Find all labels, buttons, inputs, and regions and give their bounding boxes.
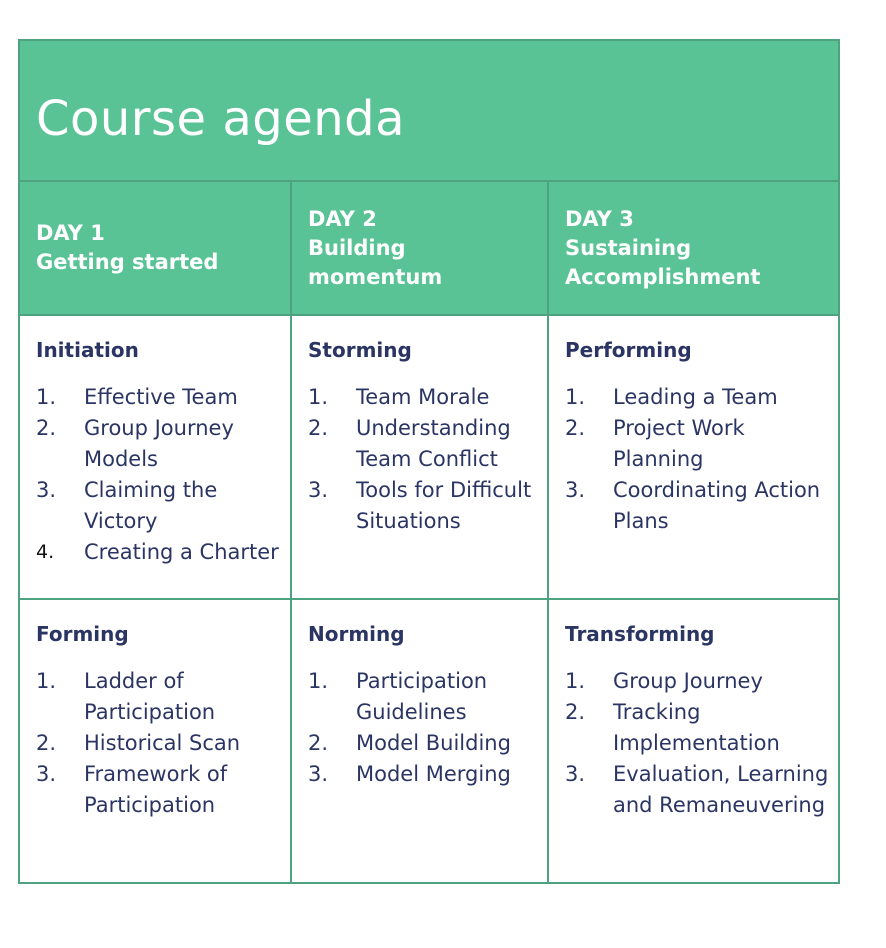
topic-list	[549, 382, 838, 537]
title-banner	[19, 40, 839, 181]
item-number: 4.	[36, 541, 55, 563]
session-cell-forming	[19, 599, 291, 883]
item-label: Leading a Team	[613, 385, 778, 409]
list-item	[565, 382, 830, 413]
section-title: Initiation	[36, 338, 139, 362]
day-3-header	[548, 181, 839, 315]
list-item	[565, 666, 830, 697]
item-label: Historical Scan	[84, 731, 241, 755]
list-item	[565, 759, 830, 821]
item-number: 3.	[36, 478, 57, 502]
list-item	[36, 666, 282, 728]
item-label: Tools for Difficult Situations	[356, 478, 532, 533]
day-1-header	[19, 181, 291, 315]
item-number: 1.	[308, 669, 329, 693]
item-number: 3.	[565, 478, 586, 502]
list-item	[36, 475, 282, 537]
list-item	[308, 728, 539, 759]
page-title: Course agenda	[36, 91, 406, 147]
item-label: Tracking Implementation	[613, 700, 780, 755]
list-item	[308, 413, 539, 475]
list-item	[36, 728, 282, 759]
day-2-label: DAY 2	[308, 206, 377, 231]
day-3-label: DAY 3	[565, 206, 634, 231]
item-label: Model Merging	[356, 762, 511, 786]
item-label: Evaluation, Learning and Remaneuvering	[613, 762, 829, 817]
item-number: 1.	[36, 669, 57, 693]
section-title: Norming	[308, 622, 405, 646]
section-title: Forming	[36, 622, 129, 646]
session-cell-storming	[291, 315, 548, 599]
topic-list	[549, 666, 838, 821]
section-title: Performing	[565, 338, 692, 362]
session-cell-initiation	[19, 315, 291, 599]
list-item	[36, 537, 282, 568]
item-label: Group Journey Models	[84, 416, 234, 471]
list-item	[565, 475, 830, 537]
item-number: 3.	[36, 762, 57, 786]
day-3-theme: Sustaining Accomplishment	[565, 235, 761, 289]
list-item	[308, 759, 539, 790]
item-label: Group Journey	[613, 669, 763, 693]
session-row-2	[19, 599, 839, 883]
item-label: Participation Guidelines	[356, 669, 488, 724]
day-2-header	[291, 181, 548, 315]
item-label: Project Work Planning	[613, 416, 745, 471]
item-number: 2.	[308, 416, 329, 440]
item-label: Team Morale	[356, 385, 490, 409]
day-header-row	[19, 181, 839, 315]
list-item	[36, 382, 282, 413]
day-2-theme: Building momentum	[308, 235, 443, 289]
topic-list	[20, 666, 290, 821]
day-1-theme: Getting started	[36, 250, 219, 274]
item-label: Understanding Team Conflict	[356, 416, 511, 471]
item-number: 1.	[36, 385, 57, 409]
topic-list	[20, 382, 290, 568]
item-number: 2.	[308, 731, 329, 755]
list-item	[36, 759, 282, 821]
list-item	[36, 413, 282, 475]
item-label: Claiming the Victory	[84, 478, 218, 533]
item-label: Effective Team	[84, 385, 238, 409]
item-number: 2.	[36, 731, 57, 755]
item-label: Creating a Charter	[84, 540, 279, 564]
section-title: Transforming	[565, 622, 715, 646]
item-number: 1.	[565, 385, 586, 409]
item-label: Framework of Participation	[84, 762, 228, 817]
list-item	[308, 382, 539, 413]
item-label: Model Building	[356, 731, 511, 755]
item-label: Ladder of Participation	[84, 669, 216, 724]
list-item	[565, 697, 830, 759]
item-number: 2.	[565, 700, 586, 724]
session-row-1	[19, 315, 839, 599]
list-item	[308, 475, 539, 537]
list-item	[565, 413, 830, 475]
list-item	[308, 666, 539, 728]
section-title: Storming	[308, 338, 412, 362]
item-number: 3.	[565, 762, 586, 786]
course-agenda-table	[18, 39, 840, 884]
topic-list	[292, 382, 547, 537]
item-number: 1.	[565, 669, 586, 693]
topic-list	[292, 666, 547, 790]
item-number: 1.	[308, 385, 329, 409]
item-number: 2.	[36, 416, 57, 440]
item-number: 3.	[308, 478, 329, 502]
day-1-label: DAY 1	[36, 221, 105, 245]
session-cell-norming	[291, 599, 548, 883]
item-label: Coordinating Action Plans	[613, 478, 821, 533]
session-cell-transforming	[548, 599, 839, 883]
session-cell-performing	[548, 315, 839, 599]
item-number: 2.	[565, 416, 586, 440]
item-number: 3.	[308, 762, 329, 786]
